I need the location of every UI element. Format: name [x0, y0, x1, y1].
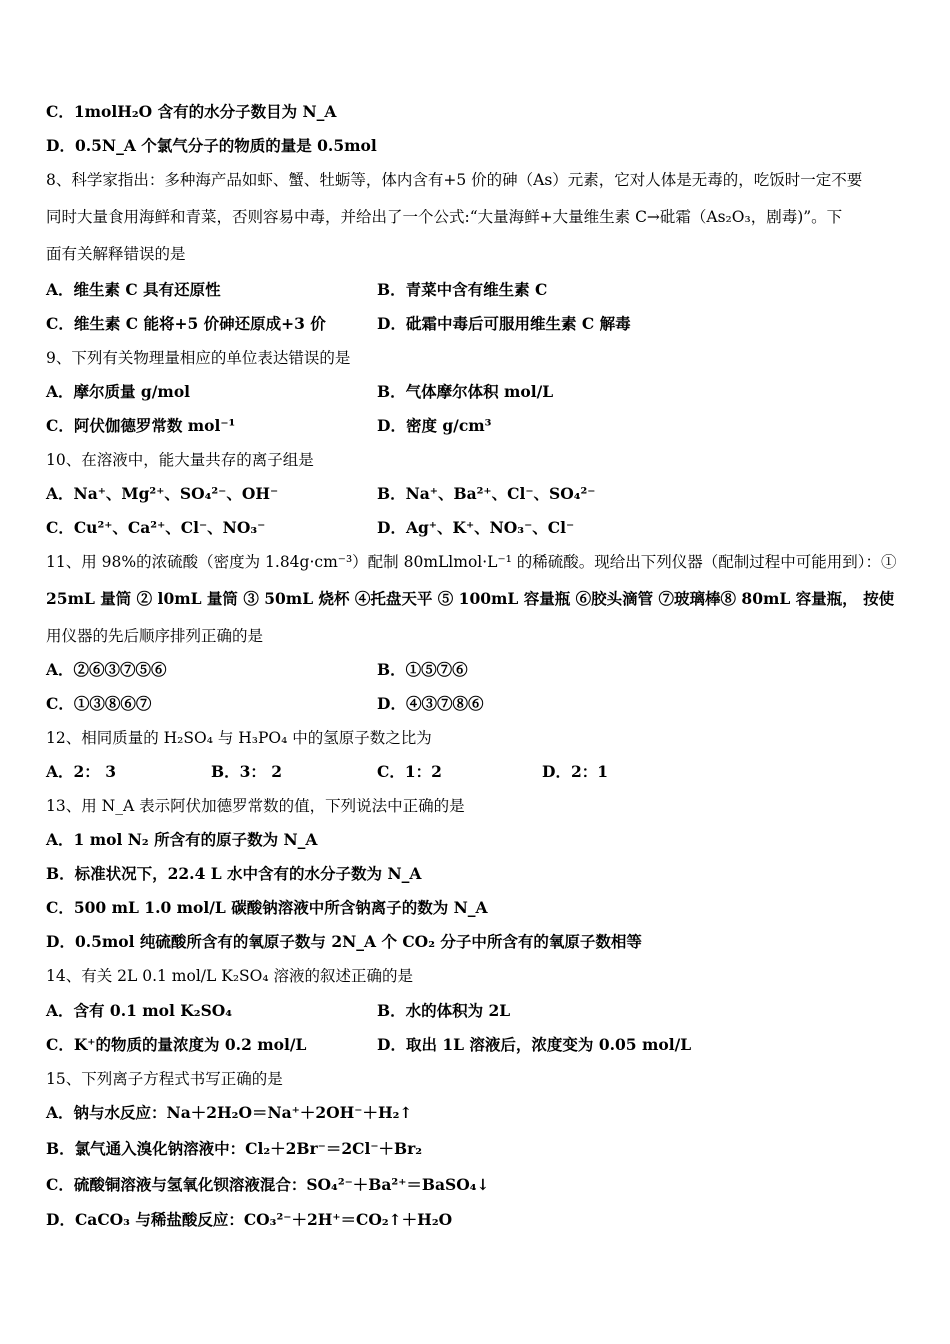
q14-option-a: A．含有 0.1 mol K₂SO₄ — [46, 1001, 233, 1020]
q11-stem-line1: 11、用 98%的浓硫酸（密度为 1.84g·cm⁻³）配制 80mLlmol·L⁻¹ 的稀硫酸。现给出下列仪器（配制过程中可能用到）：① — [46, 553, 897, 571]
q8-option-a: A．维生素 C 具有还原性 — [46, 280, 221, 299]
q12-stem: 12、相同质量的 H₂SO₄ 与 H₃PO₄ 中的氢原子数之比为 — [46, 729, 432, 747]
q14-option-c: C．K⁺的物质的量浓度为 0.2 mol/L — [46, 1035, 307, 1054]
q12-option-a: A．2： 3 — [46, 762, 116, 781]
q8-option-d: D．砒霜中毒后可服用维生素 C 解毒 — [377, 314, 631, 333]
q14-option-b: B．水的体积为 2L — [377, 1001, 511, 1020]
q13-stem: 13、用 N_A 表示阿伏加德罗常数的值，下列说法中正确的是 — [46, 797, 465, 815]
q7-option-c: C．1molH₂O 含有的水分子数目为 N_A — [46, 102, 337, 121]
q8-stem-line3: 面有关解释错误的是 — [46, 245, 186, 263]
q13-option-a: A．1 mol N₂ 所含有的原子数为 N_A — [46, 830, 318, 849]
q9-option-b: B．气体摩尔体积 mol/L — [377, 382, 554, 401]
q8-option-c: C．维生素 C 能将+5 价砷还原成+3 价 — [46, 314, 326, 333]
q10-option-c: C．Cu²⁺、Ca²⁺、Cl⁻、NO₃⁻ — [46, 518, 266, 537]
q11-option-d: D．④③⑦⑧⑥ — [377, 694, 484, 713]
q12-option-c: C．1：2 — [377, 762, 442, 781]
q15-option-c: C．硫酸铜溶液与氢氧化钡溶液混合：SO₄²⁻＋Ba²⁺＝BaSO₄↓ — [46, 1175, 490, 1194]
q9-stem: 9、下列有关物理量相应的单位表达错误的是 — [46, 349, 351, 367]
q12-option-d: D．2：1 — [542, 762, 609, 781]
q11-option-a: A．②⑥③⑦⑤⑥ — [46, 660, 167, 679]
q9-option-c: C．阿伏伽德罗常数 mol⁻¹ — [46, 416, 236, 435]
q11-option-b: B．①⑤⑦⑥ — [377, 660, 468, 679]
q8-option-b: B．青菜中含有维生素 C — [377, 280, 548, 299]
q10-option-d: D．Ag⁺、K⁺、NO₃⁻、Cl⁻ — [377, 518, 575, 537]
q10-option-a: A．Na⁺、Mg²⁺、SO₄²⁻、OH⁻ — [46, 484, 279, 503]
q11-option-c: C．①③⑧⑥⑦ — [46, 694, 152, 713]
q8-stem-line2: 同时大量食用海鲜和青菜，否则容易中毒，并给出了一个公式:“大量海鲜+大量维生素 C→砒霜（As₂O₃，剧毒)”。下 — [46, 208, 843, 226]
q8-stem-line1: 8、科学家指出：多种海产品如虾、蟹、牡蛎等，体内含有+5 价的砷（As）元素，它对人体是无毒的，吃饭时一定不要 — [46, 171, 863, 189]
q15-option-b: B．氯气通入溴化钠溶液中：Cl₂＋2Br⁻＝2Cl⁻＋Br₂ — [46, 1139, 423, 1158]
q12-option-b: B．3： 2 — [211, 762, 283, 781]
q10-stem: 10、在溶液中，能大量共存的离子组是 — [46, 451, 314, 469]
q7-option-d: D．0.5N_A 个氯气分子的物质的量是 0.5mol — [46, 136, 377, 155]
q11-stem-line2: 25mL 量筒 ② l0mL 量筒 ③ 50mL 烧杯 ④托盘天平 ⑤ 100mL 容量瓶 ⑥胶头滴管 ⑦玻璃棒⑧ 80mL 容量瓶， 按使 — [46, 589, 895, 608]
q15-option-a: A．钠与水反应：Na＋2H₂O＝Na⁺＋2OH⁻＋H₂↑ — [46, 1103, 413, 1122]
q15-option-d: D．CaCO₃ 与稀盐酸反应：CO₃²⁻＋2H⁺＝CO₂↑＋H₂O — [46, 1210, 453, 1229]
q9-option-a: A．摩尔质量 g/mol — [46, 382, 191, 401]
q15-stem: 15、下列离子方程式书写正确的是 — [46, 1070, 283, 1088]
q13-option-c: C．500 mL 1.0 mol/L 碳酸钠溶液中所含钠离子的数为 N_A — [46, 898, 488, 917]
q9-option-d: D．密度 g/cm³ — [377, 416, 492, 435]
q13-option-b: B．标准状况下，22.4 L 水中含有的水分子数为 N_A — [46, 864, 422, 883]
q13-option-d: D．0.5mol 纯硫酸所含有的氧原子数与 2N_A 个 CO₂ 分子中所含有的氧原子数相等 — [46, 932, 642, 951]
q11-stem-line3: 用仪器的先后顺序排列正确的是 — [46, 627, 264, 645]
q10-option-b: B．Na⁺、Ba²⁺、Cl⁻、SO₄²⁻ — [377, 484, 596, 503]
q14-option-d: D．取出 1L 溶液后，浓度变为 0.05 mol/L — [377, 1035, 692, 1054]
q14-stem: 14、有关 2L 0.1 mol/L K₂SO₄ 溶液的叙述正确的是 — [46, 967, 413, 985]
